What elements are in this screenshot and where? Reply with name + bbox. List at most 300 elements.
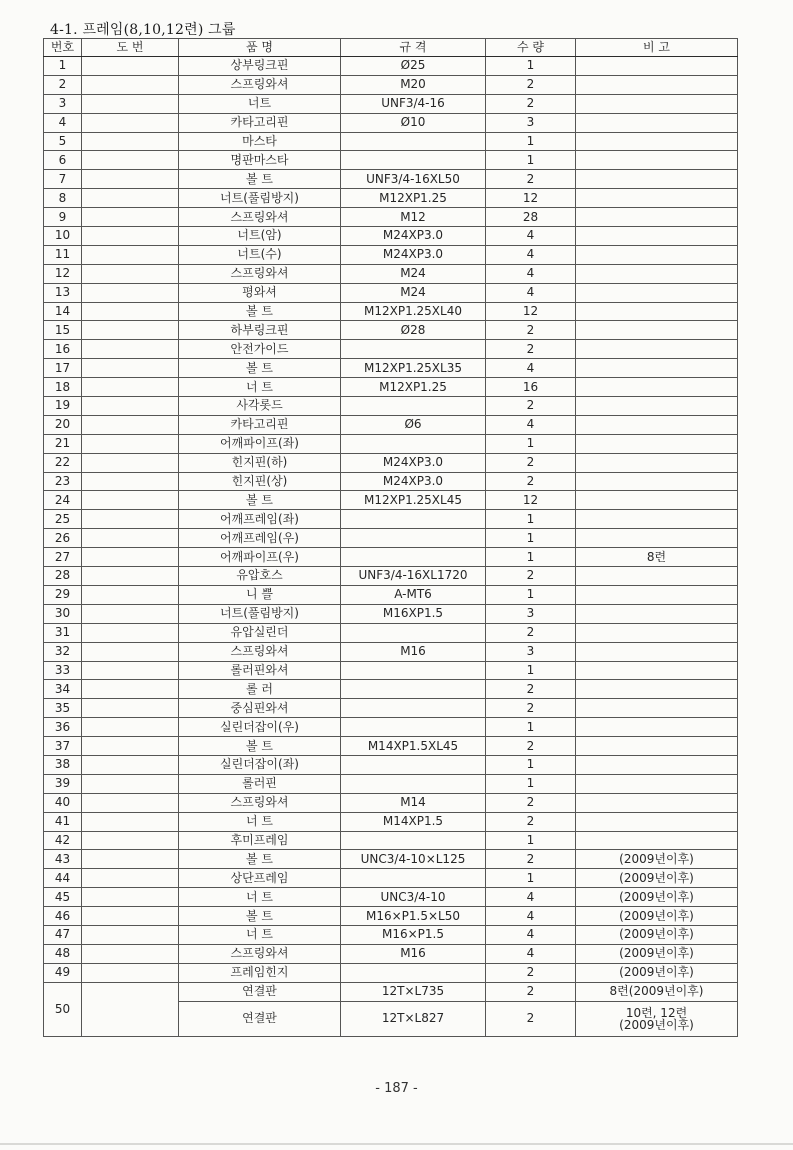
cell-quantity: 2 [486, 623, 576, 642]
cell-remark [576, 510, 738, 529]
cell-drawing-number [82, 264, 179, 283]
cell-number: 27 [44, 548, 82, 567]
cell-spec: M16 [341, 944, 486, 963]
cell-drawing-number [82, 113, 179, 132]
table-row [44, 567, 738, 586]
cell-quantity: 1 [486, 57, 576, 76]
table-row [44, 774, 738, 793]
cell-remark: (2009년이후) [576, 907, 738, 926]
remark-line: 10련, 12련 [625, 1005, 688, 1020]
cell-remark [576, 321, 738, 340]
cell-part-name: 너트(풀림방지) [179, 604, 341, 623]
cell-remark [576, 699, 738, 718]
table-row [44, 132, 738, 151]
cell-quantity: 2 [486, 340, 576, 359]
cell-number: 17 [44, 359, 82, 378]
cell-remark: (2009년이후) [576, 963, 738, 982]
table-row [44, 57, 738, 76]
cell-part-name: 유압실린더 [179, 623, 341, 642]
cell-drawing-number [82, 510, 179, 529]
cell-spec: M12XP1.25 [341, 378, 486, 397]
cell-number: 15 [44, 321, 82, 340]
cell-quantity: 4 [486, 907, 576, 926]
cell-spec: UNC3/4-10 [341, 888, 486, 907]
cell-drawing-number [82, 151, 179, 170]
cell-remark [576, 151, 738, 170]
cell-remark [576, 623, 738, 642]
cell-spec: UNC3/4-10×L125 [341, 850, 486, 869]
cell-drawing-number [82, 321, 179, 340]
cell-drawing-number [82, 283, 179, 302]
cell-number: 18 [44, 378, 82, 397]
cell-quantity: 28 [486, 208, 576, 227]
cell-spec: M12 [341, 208, 486, 227]
cell-drawing-number [82, 529, 179, 548]
cell-remark [576, 680, 738, 699]
cell-spec: UNF3/4-16XL50 [341, 170, 486, 189]
cell-quantity: 2 [486, 472, 576, 491]
cell-quantity: 1 [486, 510, 576, 529]
cell-drawing-number [82, 453, 179, 472]
table-row [44, 113, 738, 132]
cell-part-name: 볼 트 [179, 907, 341, 926]
cell-remark [576, 170, 738, 189]
cell-number: 19 [44, 397, 82, 416]
table-row [44, 925, 738, 944]
cell-drawing-number [82, 132, 179, 151]
cell-part-name: 어깨파이프(우) [179, 548, 341, 567]
cell-drawing-number [82, 208, 179, 227]
cell-number: 22 [44, 453, 82, 472]
cell-drawing-number [82, 227, 179, 246]
cell-part-name: 스프링와셔 [179, 75, 341, 94]
cell-part-name: 볼 트 [179, 302, 341, 321]
cell-part-name: 볼 트 [179, 850, 341, 869]
cell-part-name: 롤러핀 [179, 774, 341, 793]
cell-remark [576, 397, 738, 416]
table-row [44, 151, 738, 170]
cell-number: 29 [44, 585, 82, 604]
cell-number: 45 [44, 888, 82, 907]
cell-number: 43 [44, 850, 82, 869]
cell-quantity: 2 [486, 812, 576, 831]
cell-spec [341, 151, 486, 170]
cell-number: 21 [44, 434, 82, 453]
cell-spec: UNF3/4-16XL1720 [341, 567, 486, 586]
cell-number: 2 [44, 75, 82, 94]
cell-drawing-number [82, 944, 179, 963]
cell-spec: M24XP3.0 [341, 245, 486, 264]
cell-quantity: 4 [486, 944, 576, 963]
cell-remark [576, 94, 738, 113]
cell-spec: M12XP1.25XL35 [341, 359, 486, 378]
cell-quantity: 1 [486, 661, 576, 680]
cell-quantity: 12 [486, 302, 576, 321]
cell-quantity: 1 [486, 831, 576, 850]
cell-number: 9 [44, 208, 82, 227]
cell-remark [576, 340, 738, 359]
cell-remark [576, 491, 738, 510]
cell-remark: 8련(2009년이후) [576, 982, 738, 1001]
table-row [44, 812, 738, 831]
cell-part-name: 스프링와셔 [179, 208, 341, 227]
table-row [44, 529, 738, 548]
cell-number: 37 [44, 737, 82, 756]
cell-spec: Ø10 [341, 113, 486, 132]
cell-spec [341, 963, 486, 982]
table-row [44, 850, 738, 869]
table-row [44, 604, 738, 623]
cell-quantity: 4 [486, 227, 576, 246]
cell-part-name: 스프링와셔 [179, 264, 341, 283]
cell-remark [576, 774, 738, 793]
cell-drawing-number [82, 94, 179, 113]
cell-drawing-number [82, 434, 179, 453]
table-row [44, 245, 738, 264]
table-row [44, 472, 738, 491]
cell-part-name: 볼 트 [179, 170, 341, 189]
table-row [44, 340, 738, 359]
cell-part-name: 실린더잡이(우) [179, 718, 341, 737]
cell-spec [341, 397, 486, 416]
cell-part-name: 볼 트 [179, 359, 341, 378]
cell-remark [576, 264, 738, 283]
cell-remark [576, 718, 738, 737]
cell-number: 50 [44, 982, 82, 1036]
cell-spec [341, 548, 486, 567]
table-row [44, 75, 738, 94]
cell-quantity: 2 [486, 737, 576, 756]
cell-number: 28 [44, 567, 82, 586]
cell-part-name: 어깨파이프(좌) [179, 434, 341, 453]
header-drawing-number: 도 번 [82, 39, 179, 57]
cell-drawing-number [82, 869, 179, 888]
cell-part-name: 연결판 [179, 982, 341, 1001]
cell-part-name: 너 트 [179, 888, 341, 907]
cell-part-name: 안전가이드 [179, 340, 341, 359]
page-bottom-rule [0, 1143, 793, 1145]
cell-remark [576, 245, 738, 264]
cell-spec: M20 [341, 75, 486, 94]
cell-number: 13 [44, 283, 82, 302]
table-row [44, 453, 738, 472]
cell-quantity: 3 [486, 113, 576, 132]
cell-drawing-number [82, 585, 179, 604]
cell-quantity: 2 [486, 94, 576, 113]
cell-number: 25 [44, 510, 82, 529]
cell-quantity: 16 [486, 378, 576, 397]
table-row [44, 585, 738, 604]
cell-part-name: 명판마스타 [179, 151, 341, 170]
cell-quantity: 2 [486, 321, 576, 340]
cell-quantity: 2 [486, 567, 576, 586]
remark-line: (2009년이후) [619, 1017, 694, 1032]
cell-quantity: 2 [486, 397, 576, 416]
cell-quantity: 1 [486, 755, 576, 774]
cell-drawing-number [82, 793, 179, 812]
cell-number: 33 [44, 661, 82, 680]
cell-part-name: 후미프레임 [179, 831, 341, 850]
table-header-row [44, 39, 738, 57]
cell-spec: M12XP1.25XL45 [341, 491, 486, 510]
cell-drawing-number [82, 718, 179, 737]
cell-part-name: 유압호스 [179, 567, 341, 586]
cell-remark [576, 661, 738, 680]
cell-quantity: 1 [486, 151, 576, 170]
cell-part-name: 너 트 [179, 378, 341, 397]
cell-remark: (2009년이후) [576, 925, 738, 944]
table-row [44, 189, 738, 208]
cell-number: 49 [44, 963, 82, 982]
cell-quantity: 2 [486, 793, 576, 812]
cell-number: 38 [44, 755, 82, 774]
cell-part-name: 중심핀와셔 [179, 699, 341, 718]
cell-drawing-number [82, 170, 179, 189]
table-row [44, 680, 738, 699]
table-row [44, 264, 738, 283]
cell-drawing-number [82, 340, 179, 359]
cell-number: 11 [44, 245, 82, 264]
cell-remark [576, 434, 738, 453]
table-row [44, 434, 738, 453]
cell-drawing-number [82, 189, 179, 208]
page-number: - 187 - [375, 1081, 418, 1096]
cell-drawing-number [82, 680, 179, 699]
cell-spec: M24 [341, 283, 486, 302]
cell-part-name: 마스타 [179, 132, 341, 151]
table-row [44, 227, 738, 246]
cell-drawing-number [82, 774, 179, 793]
cell-quantity: 4 [486, 245, 576, 264]
cell-part-name: 카타고리핀 [179, 415, 341, 434]
cell-remark [576, 189, 738, 208]
cell-number: 42 [44, 831, 82, 850]
cell-remark [576, 302, 738, 321]
table-row [44, 359, 738, 378]
cell-drawing-number [82, 831, 179, 850]
cell-drawing-number [82, 604, 179, 623]
cell-number: 44 [44, 869, 82, 888]
page-title: 4-1. 프레임(8,10,12련) 그룹 [50, 22, 236, 38]
cell-quantity: 1 [486, 529, 576, 548]
cell-part-name: 너 트 [179, 925, 341, 944]
cell-part-name: 연결판 [179, 1001, 341, 1036]
cell-drawing-number [82, 397, 179, 416]
table-row [44, 963, 738, 982]
cell-quantity: 1 [486, 585, 576, 604]
cell-number: 8 [44, 189, 82, 208]
header-part-name: 품 명 [179, 39, 341, 57]
table-row [44, 755, 738, 774]
cell-remark [576, 585, 738, 604]
cell-drawing-number [82, 245, 179, 264]
cell-part-name: 너트 [179, 94, 341, 113]
cell-part-name: 힌지핀(하) [179, 453, 341, 472]
cell-quantity: 12 [486, 189, 576, 208]
cell-number: 39 [44, 774, 82, 793]
cell-quantity: 2 [486, 699, 576, 718]
cell-remark [576, 113, 738, 132]
cell-number: 6 [44, 151, 82, 170]
cell-remark: (2009년이후) [576, 850, 738, 869]
cell-remark [576, 812, 738, 831]
cell-remark [576, 359, 738, 378]
cell-remark: 8련 [576, 548, 738, 567]
cell-spec [341, 718, 486, 737]
cell-spec: M24XP3.0 [341, 453, 486, 472]
cell-quantity: 4 [486, 925, 576, 944]
cell-part-name: 사각롯드 [179, 397, 341, 416]
cell-number: 31 [44, 623, 82, 642]
cell-remark [576, 453, 738, 472]
cell-quantity: 2 [486, 982, 576, 1001]
table-row [44, 302, 738, 321]
cell-quantity: 4 [486, 415, 576, 434]
cell-number: 26 [44, 529, 82, 548]
table-row [44, 869, 738, 888]
cell-number: 23 [44, 472, 82, 491]
cell-spec: M24XP3.0 [341, 472, 486, 491]
cell-remark [576, 132, 738, 151]
cell-spec: M16×P1.5 [341, 925, 486, 944]
cell-spec: UNF3/4-16 [341, 94, 486, 113]
cell-remark [576, 208, 738, 227]
cell-number: 32 [44, 642, 82, 661]
cell-part-name: 어깨프레임(좌) [179, 510, 341, 529]
cell-drawing-number [82, 642, 179, 661]
table-row [44, 661, 738, 680]
cell-remark [576, 567, 738, 586]
cell-spec: Ø6 [341, 415, 486, 434]
cell-quantity: 2 [486, 453, 576, 472]
cell-remark [576, 472, 738, 491]
table-row [44, 283, 738, 302]
cell-spec: M16 [341, 642, 486, 661]
cell-number: 48 [44, 944, 82, 963]
cell-quantity: 2 [486, 75, 576, 94]
cell-remark [576, 283, 738, 302]
cell-spec: M16×P1.5×L50 [341, 907, 486, 926]
cell-drawing-number [82, 415, 179, 434]
cell-spec: M12XP1.25XL40 [341, 302, 486, 321]
cell-quantity: 1 [486, 869, 576, 888]
cell-drawing-number [82, 491, 179, 510]
table-row [44, 831, 738, 850]
cell-part-name: 하부링크핀 [179, 321, 341, 340]
cell-drawing-number [82, 812, 179, 831]
cell-part-name: 스프링와셔 [179, 944, 341, 963]
table-row [44, 378, 738, 397]
cell-number: 7 [44, 170, 82, 189]
cell-number: 3 [44, 94, 82, 113]
cell-spec: M24XP3.0 [341, 227, 486, 246]
table-row [44, 737, 738, 756]
cell-number: 47 [44, 925, 82, 944]
cell-drawing-number [82, 907, 179, 926]
cell-number: 16 [44, 340, 82, 359]
table-row [44, 907, 738, 926]
cell-quantity: 2 [486, 170, 576, 189]
cell-drawing-number [82, 982, 179, 1036]
table-row [44, 491, 738, 510]
cell-drawing-number [82, 963, 179, 982]
cell-quantity: 1 [486, 434, 576, 453]
cell-part-name: 롤러핀와셔 [179, 661, 341, 680]
cell-drawing-number [82, 359, 179, 378]
cell-quantity: 1 [486, 774, 576, 793]
cell-part-name: 어깨프레임(우) [179, 529, 341, 548]
table-row [44, 793, 738, 812]
header-spec: 규 격 [341, 39, 486, 57]
cell-spec [341, 623, 486, 642]
parts-table [43, 38, 738, 1037]
cell-drawing-number [82, 548, 179, 567]
cell-quantity: 4 [486, 264, 576, 283]
cell-spec [341, 680, 486, 699]
cell-quantity: 2 [486, 850, 576, 869]
cell-drawing-number [82, 888, 179, 907]
cell-number: 1 [44, 57, 82, 76]
cell-spec [341, 434, 486, 453]
cell-spec [341, 340, 486, 359]
cell-part-name: 스프링와셔 [179, 642, 341, 661]
cell-spec [341, 755, 486, 774]
cell-part-name: 힌지핀(상) [179, 472, 341, 491]
cell-quantity: 2 [486, 963, 576, 982]
table-row [44, 397, 738, 416]
cell-number: 5 [44, 132, 82, 151]
cell-number: 20 [44, 415, 82, 434]
cell-drawing-number [82, 57, 179, 76]
cell-part-name: 카타고리핀 [179, 113, 341, 132]
cell-quantity: 3 [486, 604, 576, 623]
cell-remark [576, 75, 738, 94]
table-row [44, 548, 738, 567]
cell-remark [576, 378, 738, 397]
header-quantity: 수 량 [486, 39, 576, 57]
cell-part-name: 너트(암) [179, 227, 341, 246]
table-row [44, 718, 738, 737]
cell-number: 34 [44, 680, 82, 699]
cell-quantity: 1 [486, 718, 576, 737]
cell-quantity: 4 [486, 283, 576, 302]
cell-drawing-number [82, 850, 179, 869]
cell-spec: M16XP1.5 [341, 604, 486, 623]
cell-part-name: 프레임힌지 [179, 963, 341, 982]
table-row [44, 888, 738, 907]
cell-drawing-number [82, 755, 179, 774]
cell-number: 24 [44, 491, 82, 510]
cell-number: 41 [44, 812, 82, 831]
cell-quantity: 2 [486, 680, 576, 699]
cell-spec [341, 831, 486, 850]
cell-quantity: 12 [486, 491, 576, 510]
cell-drawing-number [82, 567, 179, 586]
header-remark: 비 고 [576, 39, 738, 57]
cell-spec [341, 510, 486, 529]
cell-drawing-number [82, 623, 179, 642]
cell-part-name: 볼 트 [179, 491, 341, 510]
table-row [44, 321, 738, 340]
table-row [44, 170, 738, 189]
cell-quantity: 1 [486, 132, 576, 151]
cell-number: 14 [44, 302, 82, 321]
cell-remark [576, 529, 738, 548]
cell-part-name: 스프링와셔 [179, 793, 341, 812]
cell-remark [576, 737, 738, 756]
cell-part-name: 너 트 [179, 812, 341, 831]
cell-part-name: 너트(수) [179, 245, 341, 264]
